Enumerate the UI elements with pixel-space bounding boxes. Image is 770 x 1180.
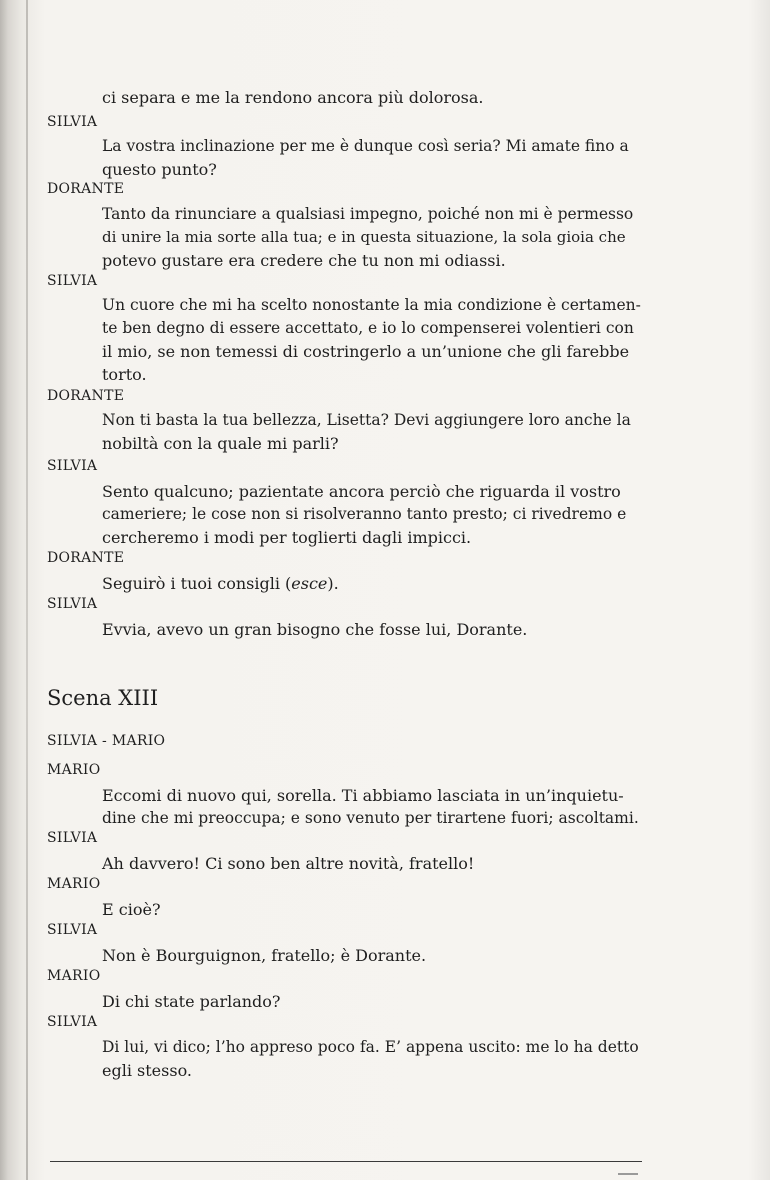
- speaker-name: SILVIA: [47, 922, 98, 938]
- speech-text: Seguirò i tuoi consigli (: [102, 574, 292, 593]
- speaker-name: SILVIA: [47, 596, 98, 612]
- speech-line: questo punto?: [102, 160, 217, 179]
- speech-line: di unire la mia sorte alla tua; e in questa situazione, la sola gioia che: [102, 228, 626, 246]
- speech-line: Sento qualcuno; pazientate ancora perciò che riguarda il vostro: [102, 482, 621, 501]
- speech-line: potevo gustare era credere che tu non mi odiassi.: [102, 251, 506, 270]
- speaker-name: SILVIA: [47, 1014, 98, 1030]
- speech-line: Di lui, vi dico; l’ho appreso poco fa. E’ appena uscito: me lo ha detto: [102, 1038, 639, 1056]
- speaker-name: SILVIA: [47, 273, 98, 289]
- speech-line: La vostra inclinazione per me è dunque così seria? Mi amate fino a: [102, 137, 629, 155]
- speech-line: cercheremo i modi per toglierti dagli impicci.: [102, 528, 472, 547]
- speech-line: te ben degno di essere accettato, e io lo compenserei volentieri con: [102, 319, 634, 337]
- scene-characters: SILVIA - MARIO: [47, 733, 166, 749]
- page-edge-shadow: [748, 0, 770, 1180]
- speaker-name: MARIO: [47, 876, 101, 892]
- speaker-name: SILVIA: [47, 114, 98, 130]
- binding-gutter: [26, 0, 28, 1180]
- speech-line: egli stesso.: [102, 1061, 192, 1080]
- speech-line: dine che mi preoccupa; e sono venuto per tirartene fuori; ascoltami.: [102, 809, 639, 827]
- speech-line: Tanto da rinunciare a qualsiasi impegno, poiché non mi è permesso: [102, 205, 634, 223]
- speech-line: il mio, se non temessi di costringerlo a un’unione che gli farebbe: [102, 342, 630, 361]
- speech-line: nobiltà con la quale mi parli?: [102, 434, 339, 453]
- speech-line: Eccomi di nuovo qui, sorella. Ti abbiamo lasciata in un’inquietu-: [102, 786, 624, 805]
- speaker-name: DORANTE: [47, 181, 125, 197]
- page-corner-mark: [618, 1173, 638, 1175]
- speaker-name: SILVIA: [47, 830, 98, 846]
- speaker-name: DORANTE: [47, 388, 125, 404]
- speech-line: ci separa e me la rendono ancora più dolorosa.: [102, 88, 484, 107]
- speech-text: ).: [327, 574, 339, 593]
- speaker-name: MARIO: [47, 762, 101, 778]
- speaker-name: MARIO: [47, 968, 101, 984]
- stage-direction: esce: [291, 574, 328, 593]
- speech-line: Evvia, avevo un gran bisogno che fosse lui, Dorante.: [102, 620, 528, 639]
- speech-line: Non ti basta la tua bellezza, Lisetta? Devi aggiungere loro anche la: [102, 411, 631, 429]
- speech-line: [102, 572, 339, 595]
- speech-line: E cioè?: [102, 900, 161, 919]
- speech-line: Un cuore che mi ha scelto nonostante la mia condizione è certamen-: [102, 296, 641, 314]
- speaker-name: SILVIA: [47, 458, 98, 474]
- speech-line: torto.: [102, 365, 147, 384]
- speech-line: cameriere; le cose non si risolveranno tanto presto; ci rivedremo e: [102, 505, 627, 523]
- speech-line: Ah davvero! Ci sono ben altre novità, fratello!: [102, 854, 475, 873]
- speech-line: Di chi state parlando?: [102, 992, 281, 1011]
- scene-heading: Scena XIII: [47, 686, 159, 710]
- speech-line: Non è Bourguignon, fratello; è Dorante.: [102, 946, 427, 965]
- speaker-name: DORANTE: [47, 550, 125, 566]
- footer-rule: [50, 1161, 642, 1162]
